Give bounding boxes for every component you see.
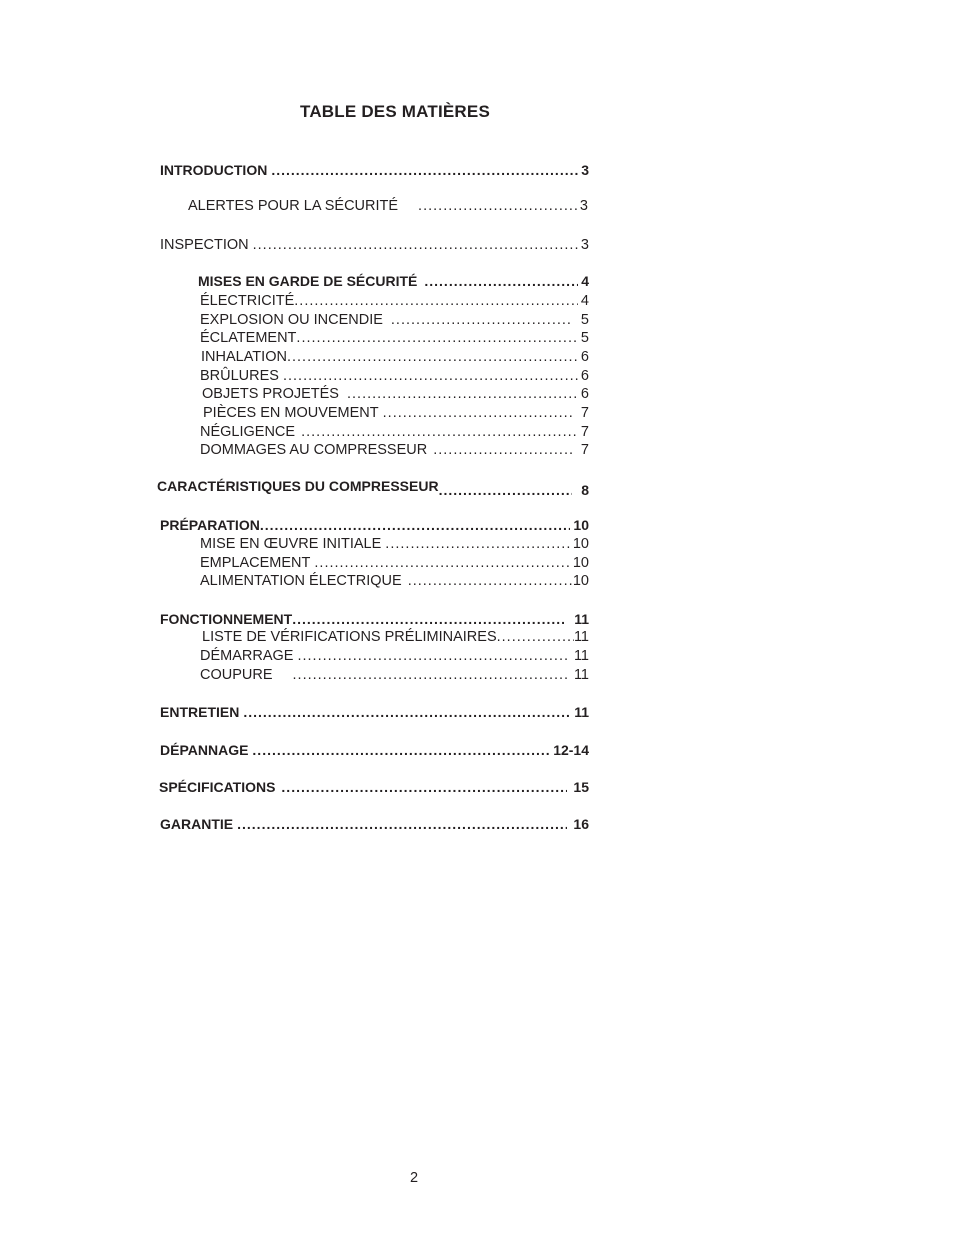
toc-entry-label: INHALATION <box>201 349 287 365</box>
toc-entry-label: EXPLOSION OU INCENDIE <box>200 312 383 328</box>
toc-entry-label: DÉPANNAGE <box>160 742 249 758</box>
toc-entry-page: 6 <box>580 386 589 402</box>
toc-entry-page: 7 <box>580 442 589 458</box>
toc-entry-fonctionnement <box>160 610 589 628</box>
toc-entry-label: EMPLACEMENT <box>200 555 311 571</box>
leader-dots <box>418 197 577 215</box>
leader-dots <box>424 272 578 290</box>
toc-entry-page: 11 <box>574 611 589 627</box>
toc-entry-label: MISE EN ŒUVRE INITIALE <box>200 536 382 552</box>
leader-dots <box>439 481 573 499</box>
toc-entry-page: 10 <box>572 555 589 571</box>
toc-entry-inspection <box>160 236 589 254</box>
toc-entry-page: 3 <box>579 198 588 214</box>
toc-entry-label: ALIMENTATION ÉLECTRIQUE <box>200 573 402 589</box>
toc-entry-introduction <box>160 161 589 179</box>
toc-entry-page: 11 <box>573 629 589 645</box>
toc-entry-page: 8 <box>581 482 589 498</box>
toc-entry-page: 5 <box>580 330 589 346</box>
toc-entry-label: SPÉCIFICATIONS <box>159 779 276 795</box>
toc-entry-page: 6 <box>580 368 589 384</box>
leader-dots <box>383 404 573 422</box>
toc-entry-dommages <box>200 441 589 459</box>
toc-entry-page: 16 <box>573 816 589 832</box>
toc-entry-page: 10 <box>572 536 589 552</box>
toc-entry-entretien <box>160 703 589 721</box>
toc-entry-page: 10 <box>573 517 589 533</box>
toc-entry-garantie <box>160 815 589 833</box>
toc-entry-page: 12-14 <box>553 742 589 758</box>
toc-entry-page: 3 <box>580 237 589 253</box>
toc-entry-label: COUPURE <box>200 667 273 683</box>
leader-dots <box>391 311 573 329</box>
toc-entry-label: ÉCLATEMENT <box>200 330 297 346</box>
toc-entry-page: 4 <box>580 293 589 309</box>
toc-entry-demarrage <box>200 647 589 665</box>
toc-entry-label: NÉGLIGENCE <box>200 424 296 440</box>
leader-dots <box>314 554 569 572</box>
page-number: 2 <box>410 1170 419 1186</box>
toc-entry-label: INSPECTION <box>160 237 249 253</box>
toc-entry-brulures <box>200 367 589 385</box>
toc-entry-electricite <box>200 292 589 310</box>
toc-entry-label: CARACTÉRISTIQUES DU COMPRESSEUR <box>157 478 439 494</box>
page-title: TABLE DES MATIÈRES <box>300 102 490 121</box>
leader-dots <box>237 815 567 833</box>
toc-entry-page: 11 <box>573 648 589 664</box>
toc-entry-inhalation <box>201 348 589 366</box>
toc-entry-label: ENTRETIEN <box>160 704 240 720</box>
toc-entry-objets-projetes <box>202 385 589 403</box>
toc-entry-specifications <box>159 778 589 796</box>
toc-entry-label: LISTE DE VÉRIFICATIONS PRÉLIMINAIRES <box>202 629 497 645</box>
toc-entry-depannage <box>160 741 589 759</box>
leader-dots <box>260 516 571 534</box>
toc-entry-alimentation <box>200 572 589 590</box>
toc-entry-label: GARANTIE <box>160 816 234 832</box>
toc-entry-page: 4 <box>581 273 589 289</box>
toc-entry-label: PRÉPARATION <box>160 517 260 533</box>
toc-entry-alertes <box>188 197 588 215</box>
toc-entry-emplacement <box>200 554 589 572</box>
toc-entry-page: 7 <box>580 405 589 421</box>
toc-entry-preparation <box>160 516 589 534</box>
toc-entry-page: 5 <box>580 312 589 328</box>
leader-dots <box>347 385 578 403</box>
leader-dots <box>281 778 567 796</box>
leader-dots <box>301 423 578 441</box>
toc-entry-eclatement <box>200 329 589 347</box>
toc-entry-page: 3 <box>581 162 589 178</box>
toc-entry-page: 10 <box>572 573 589 589</box>
toc-entry-coupure <box>200 666 589 684</box>
toc-entry-label: PIÈCES EN MOUVEMENT <box>203 405 379 421</box>
toc-entry-page: 6 <box>580 349 589 365</box>
leader-dots <box>283 367 578 385</box>
toc-entry-page: 11 <box>573 667 589 683</box>
leader-dots <box>271 161 578 179</box>
toc-entry-label: INTRODUCTION <box>160 162 268 178</box>
toc-entry-mise-en-oeuvre <box>200 535 589 553</box>
leader-dots <box>433 441 575 459</box>
leader-dots <box>292 610 564 628</box>
toc-entry-label: MISES EN GARDE DE SÉCURITÉ <box>198 273 418 289</box>
toc-entry-caracteristiques <box>157 477 589 498</box>
toc-entry-label: ALERTES POUR LA SÉCURITÉ <box>188 198 399 214</box>
leader-dots <box>253 236 578 254</box>
toc-entry-page: 7 <box>580 424 589 440</box>
toc-entry-page: 11 <box>574 704 589 720</box>
toc-entry-mises-en-garde <box>198 272 589 290</box>
toc-entry-negligence <box>200 423 589 441</box>
leader-dots <box>287 348 578 366</box>
toc-entry-label: OBJETS PROJETÉS <box>202 386 339 402</box>
leader-dots <box>293 666 568 684</box>
leader-dots <box>297 647 567 665</box>
leader-dots <box>296 329 578 347</box>
leader-dots <box>294 292 578 310</box>
toc-entry-pieces-en-mouvement <box>203 404 589 422</box>
toc-entry-label: BRÛLURES <box>200 368 279 384</box>
leader-dots <box>408 572 573 590</box>
leader-dots <box>243 703 571 721</box>
toc-entry-label: DÉMARRAGE <box>200 648 294 664</box>
toc-entry-liste-verifications <box>202 628 589 646</box>
toc-entry-label: DOMMAGES AU COMPRESSEUR <box>200 442 428 458</box>
leader-dots <box>252 741 550 759</box>
leader-dots <box>385 535 570 553</box>
toc-entry-explosion <box>200 311 589 329</box>
toc-entry-label: ÉLECTRICITÉ <box>200 293 295 309</box>
toc-entry-page: 15 <box>573 779 589 795</box>
toc-entry-label: FONCTIONNEMENT <box>160 611 293 627</box>
leader-dots <box>497 628 574 646</box>
